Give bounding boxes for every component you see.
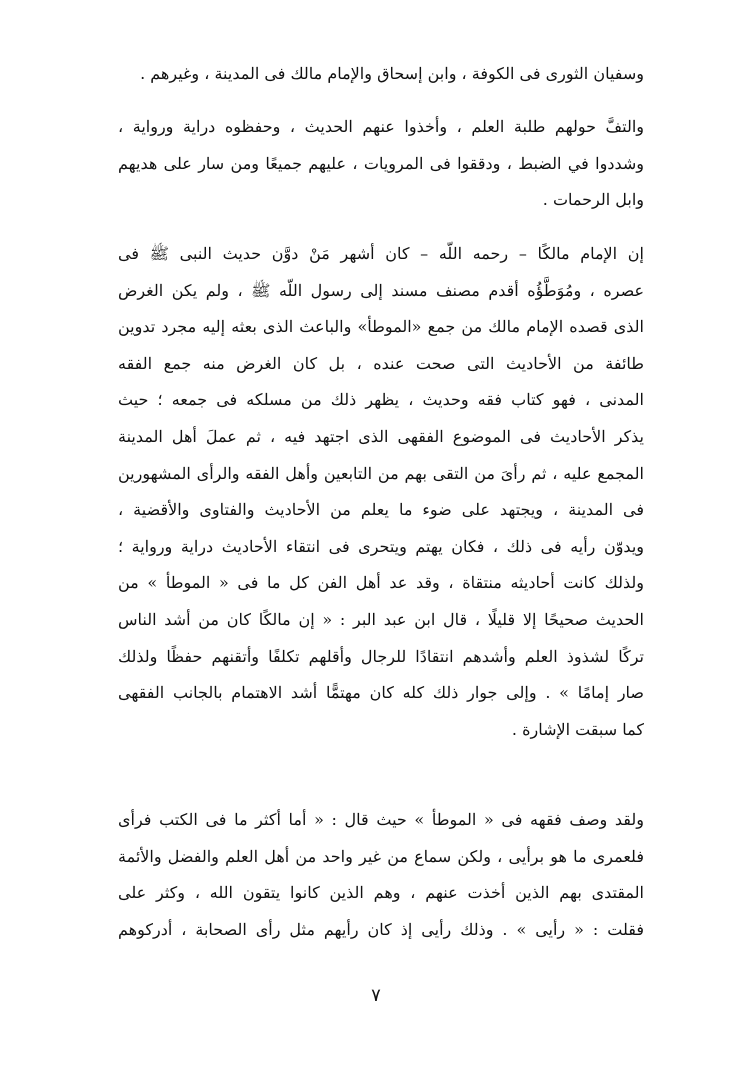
page-number: ٧ [371, 985, 381, 1006]
text-line: كما سبقت الإشارة . [511, 719, 644, 739]
text-line: المدنى ، فهو كتاب فقه وحديث ، يظهر ذلك من مسلكه فى جمعه ؛ حيث [118, 390, 644, 410]
text-line: صار إمامًا » . وإلى جوار ذلك كله كان مهتمًّا أشد الاهتمام بالجانب الفقهى [118, 683, 644, 703]
text-line: وشددوا في الضبط ، ودققوا فى المرويات ، عليهم جميعًا ومن سار على هديهم [118, 153, 644, 173]
text-line: إن الإمام مالكًا – رحمه اللّه – كان أشهر مَنْ دوَّن حديث النبى ﷺ فى [118, 244, 645, 263]
text-line: يذكر الأحاديث فى الموضوع الفقهى الذى اجتهد فيه ، ثم عملَ أهل المدينة [118, 426, 644, 446]
text-line: وابل الرحمات . [542, 190, 644, 210]
text-line: المقتدى بهم الذين أخذت عنهم ، وهم الذين كانوا يتقون الله ، وكثر على [118, 883, 644, 903]
paragraph-2 [118, 109, 644, 219]
text-line: الحديث صحيحًا إلا قليلًا ، قال ابن عبد البر : « إن مالكًا كان من أشد الناس [118, 609, 644, 629]
text-line: ويدوّن رأيه فى ذلك ، فكان يهتم ويتحرى فى انتقاء الأحاديث دراية ورواية ؛ [118, 536, 644, 556]
text-line: تركًا لشذوذ العلم وأشدهم انتقادًا للرجال وأقلهم تكلفًا وأتقنهم حفظًا ولذلك [118, 646, 645, 666]
text-line: وسفيان الثورى فى الكوفة ، وابن إسحاق والإمام مالك فى المدينة ، وغيرهم . [140, 64, 644, 83]
text-line: فى المدينة ، ويجتهد على ضوء ما يعلم من الأحاديث والفتاوى والأقضية ، [118, 500, 644, 520]
text-line: فقلت : « رأيى » . وذلك رأيى إذ كان رأيهم مثل رأى الصحابة ، أدركوهم [118, 919, 644, 939]
text-line: طائفة من الأحاديث التى صحت عنده ، بل كان الغرض منه جمع الفقه [118, 353, 644, 373]
text-line: عصره ، ومُوَطَّؤُه أقدم مصنف مسند إلى رسول اللّه ﷺ ، ولم يكن الغرض [118, 280, 644, 300]
text-line: المجمع عليه ، ثم رأىَ من التقى بهم من التابعين وأهل الفقه والرأى المشهورين [118, 463, 644, 483]
paragraph-1 [118, 56, 644, 93]
paragraph-3 [118, 236, 644, 748]
text-line: ولقد وصف فقهه فى « الموطأ » حيث قال : « أما أكثر ما فى الكتب فرأى [118, 810, 644, 829]
text-line: ولذلك كانت أحاديثه منتقاة ، وقد عد أهل الفن كل ما فى « الموطأ » من [118, 573, 644, 593]
text-line: والتفَّ حولهم طلبة العلم ، وأخذوا عنهم الحديث ، وحفظوه دراية ورواية ، [118, 117, 644, 136]
paragraph-4 [118, 802, 644, 948]
text-line: الذى قصده الإمام مالك من جمع «الموطأ» والباعث الذى بعثه إليه مجرد تدوين [118, 317, 644, 337]
text-line: فلعمرى ما هو برأيى ، ولكن سماع من غير واحد من أهل العلم والفضل والأئمة [118, 846, 644, 866]
